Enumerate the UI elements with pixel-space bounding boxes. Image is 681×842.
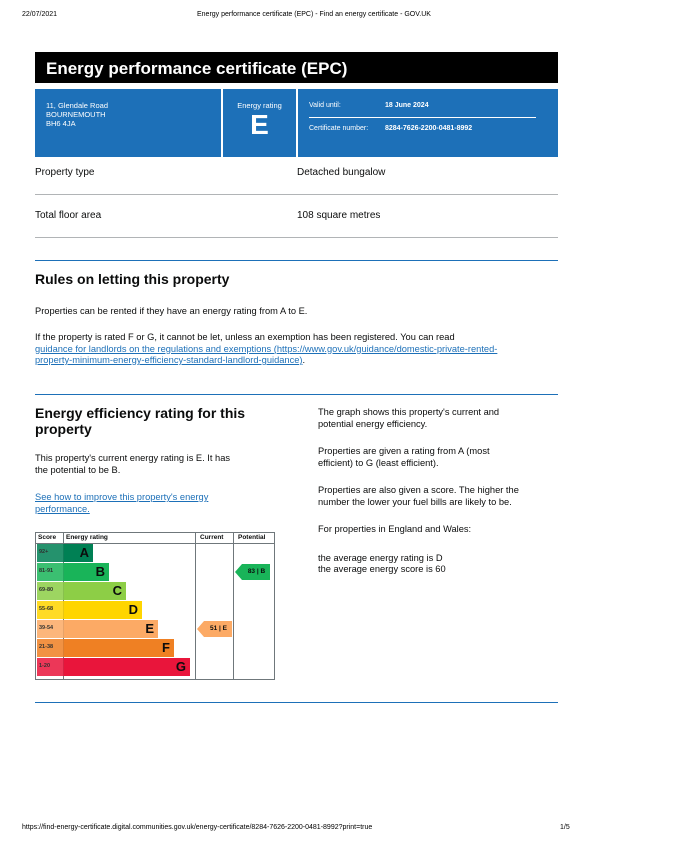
- chart-header-potential: Potential: [238, 534, 266, 541]
- print-page-title: Energy performance certificate (EPC) - Find an energy certificate - GOV.UK: [197, 11, 431, 18]
- explanation-line: Properties are given a rating from A (most: [318, 446, 490, 456]
- floor-area-value: 108 square metres: [297, 210, 381, 221]
- efficiency-explanation: [318, 407, 563, 576]
- explanation-line: Properties are also given a score. The higher the: [318, 485, 519, 495]
- band-score-g: 1-20: [37, 658, 64, 676]
- efficiency-current-text: This property's current energy rating is E. It has the potential to be B.: [35, 453, 231, 475]
- valid-until-label: Valid until:: [309, 102, 341, 109]
- energy-rating-letter: E: [250, 109, 269, 140]
- letting-paragraph-2: [35, 332, 560, 367]
- band-bar-f: F: [64, 639, 174, 657]
- band-bar-a: A: [64, 544, 93, 562]
- band-bar-c: C: [64, 582, 126, 600]
- energy-rating-box: [223, 89, 296, 157]
- explanation-line: number the lower your fuel bills are likely to be.: [318, 496, 512, 507]
- validity-divider: [309, 117, 536, 118]
- valid-until-value: 18 June 2024: [385, 102, 429, 109]
- footer-page-number: 1/5: [560, 824, 570, 831]
- band-score-c: 69-80: [37, 582, 64, 600]
- section-divider: [35, 702, 558, 703]
- chart-header-rating: Energy rating: [66, 534, 108, 541]
- current-rating-label: 51 | E: [210, 625, 227, 632]
- chart-header-current: Current: [200, 534, 224, 541]
- average-score-line: the average energy score is 60: [318, 564, 446, 574]
- section-divider: [35, 394, 558, 395]
- property-type-label: Property type: [35, 167, 95, 178]
- explanation-line: For properties in England and Wales:: [318, 524, 472, 534]
- address-line-2: BOURNEMOUTH: [46, 110, 106, 119]
- letting-text: If the property is rated F or G, it cannot be let, unless an exemption has been registered. You can read: [35, 332, 455, 342]
- chart-column-rule: [195, 533, 196, 679]
- explanation-line: potential energy efficiency.: [318, 418, 428, 429]
- row-divider: [35, 237, 558, 238]
- epc-rating-chart: [35, 532, 275, 680]
- average-rating-line: the average energy rating is D: [318, 552, 443, 563]
- cert-number-value: 8284-7626-2200-0481-8992: [385, 125, 473, 132]
- band-bar-e: E: [64, 620, 158, 638]
- certificate-title: Energy performance certificate (EPC): [35, 52, 558, 83]
- print-date: 22/07/2021: [22, 11, 58, 18]
- explanation-line: The graph shows this property's current and: [318, 407, 500, 417]
- chart-header-score: Score: [38, 534, 57, 541]
- band-score-f: 21-38: [37, 639, 64, 657]
- cert-number-label: Certificate number:: [309, 125, 369, 132]
- property-type-value: Detached bungalow: [297, 167, 386, 178]
- band-bar-g: G: [64, 658, 190, 676]
- band-score-d: 55-68: [37, 601, 64, 619]
- improve-link[interactable]: See how to improve this property's energy performance.: [35, 492, 209, 514]
- energy-rating-label: Energy rating: [237, 101, 282, 110]
- footer-url: https://find-energy-certificate.digital.communities.gov.uk/energy-certificate/8284-7626-2200-0481-8992?print=true: [22, 824, 373, 831]
- potential-rating-label: 83 | B: [247, 568, 266, 575]
- address-block: [35, 89, 221, 157]
- letting-heading: Rules on letting this property: [35, 271, 230, 287]
- efficiency-heading: Energy efficiency rating for this property: [35, 405, 246, 437]
- landlord-guidance-link-cont[interactable]: property-minimum-energy-efficiency-standard-landlord-guidance): [35, 355, 303, 365]
- letting-period: .: [302, 355, 306, 365]
- floor-area-label: Total floor area: [35, 210, 102, 221]
- address-line-3: BH6 4JA: [46, 119, 76, 128]
- row-divider: [35, 194, 558, 195]
- address-line-1: 11, Glendale Road: [46, 101, 108, 110]
- band-bar-b: B: [64, 563, 109, 581]
- band-bar-d: D: [64, 601, 142, 619]
- section-divider: [35, 260, 558, 261]
- explanation-line: efficient) to G (least efficient).: [318, 457, 439, 468]
- chart-column-rule: [233, 533, 234, 679]
- landlord-guidance-link[interactable]: guidance for landlords on the regulations and exemptions (https://www.gov.uk/guidance/domestic-private-rented-: [35, 343, 498, 354]
- letting-paragraph-1: Properties can be rented if they have an energy rating from A to E.: [35, 306, 308, 316]
- band-score-b: 81-91: [37, 563, 64, 581]
- band-score-e: 39-54: [37, 620, 64, 638]
- band-score-a: 92+: [37, 544, 64, 562]
- validity-block: [298, 89, 558, 157]
